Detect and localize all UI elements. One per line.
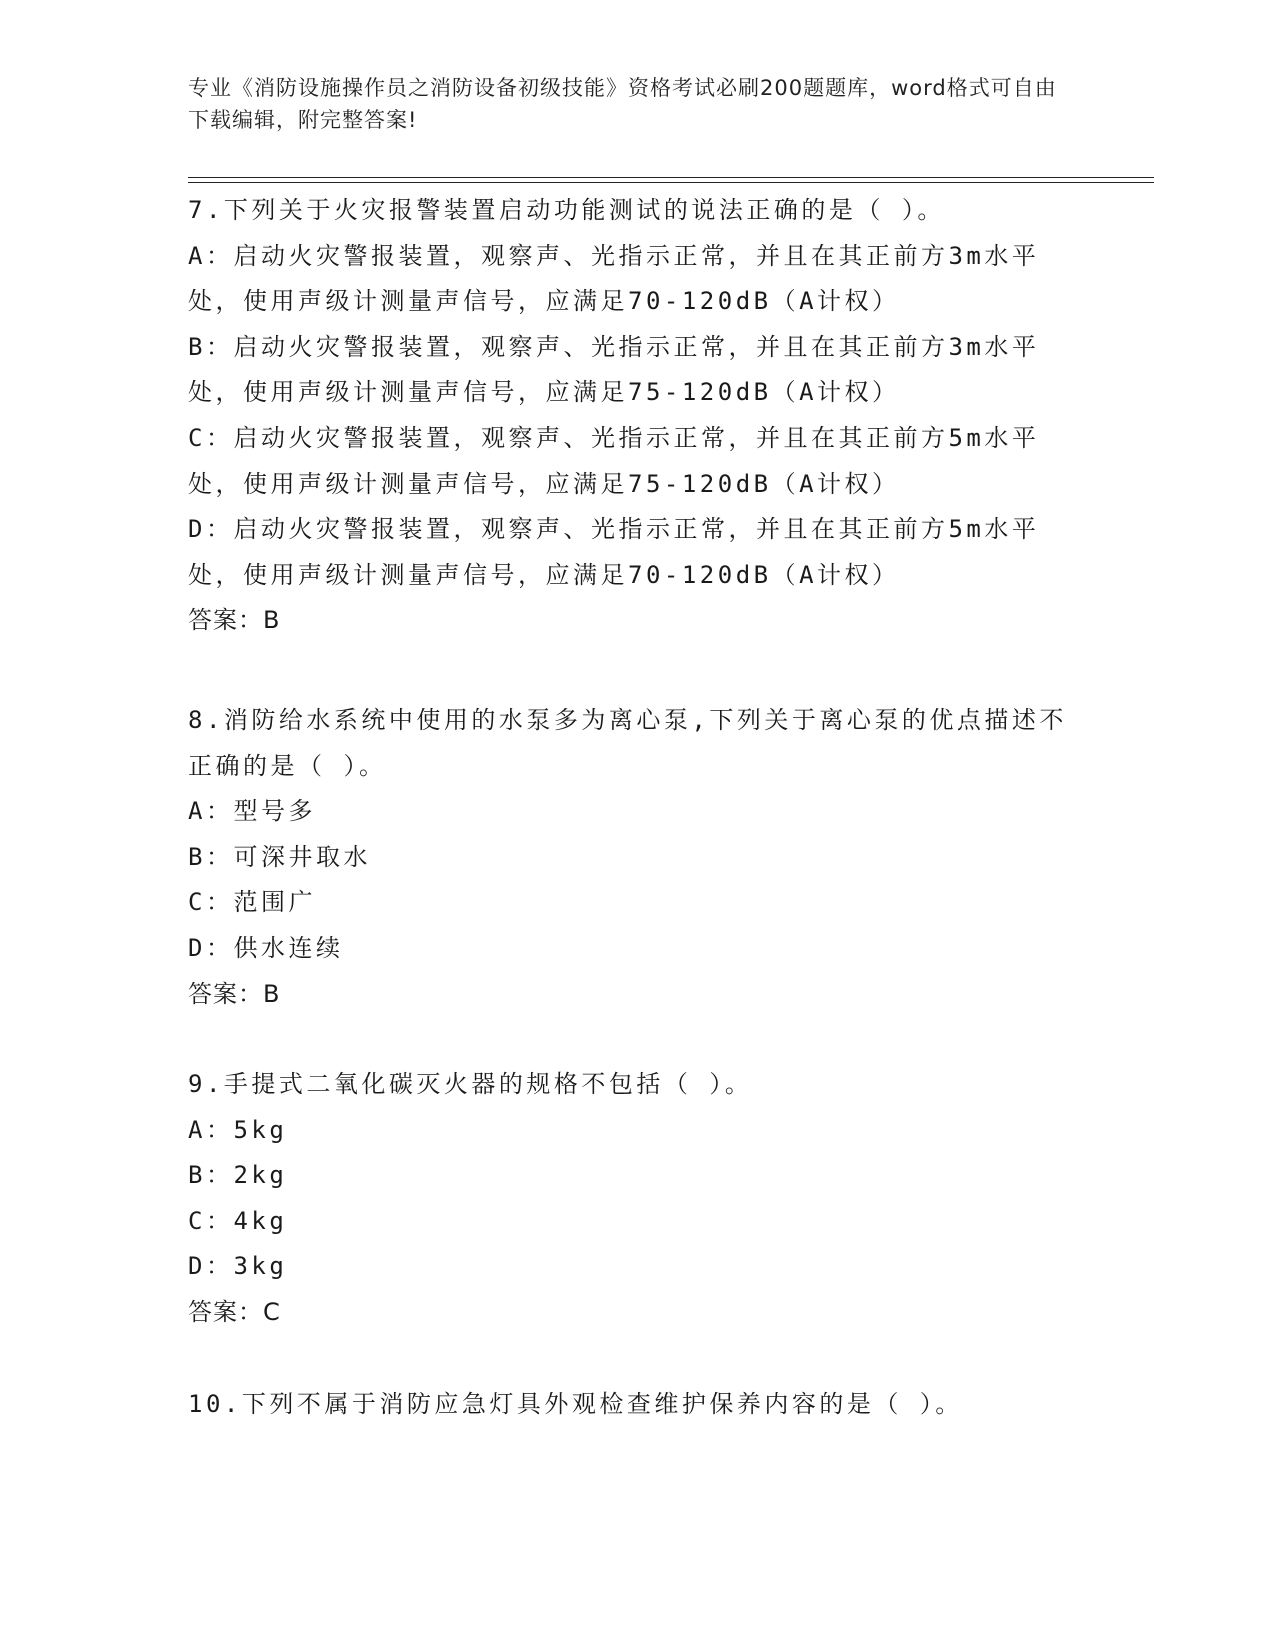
answer: 答案：B bbox=[188, 606, 281, 635]
option-a: A：型号多 bbox=[188, 797, 316, 826]
option-d: D：3kg bbox=[188, 1252, 288, 1281]
option-b: B：2kg bbox=[188, 1161, 288, 1190]
answer: 答案：B bbox=[188, 979, 281, 1008]
question-8 bbox=[188, 698, 1088, 1017]
option-a: A：5kg bbox=[188, 1115, 288, 1144]
header-rule-bottom bbox=[188, 182, 1154, 183]
option-b: B：启动火灾警报装置，观察声、光指示正常，并且在其正前方3m水平处，使用声级计测量声信号，应满足75-120dB（A计权） bbox=[188, 332, 1040, 407]
question-stem: 10.下列不属于消防应急灯具外观检查维护保养内容的是（ ）。 bbox=[188, 1390, 963, 1418]
question-stem: 8.消防给水系统中使用的水泵多为离心泵,下列关于离心泵的优点描述不正确的是（ ）。 bbox=[188, 706, 1067, 780]
option-c: C：启动火灾警报装置，观察声、光指示正常，并且在其正前方5m水平处，使用声级计测量声信号，应满足75-120dB（A计权） bbox=[188, 423, 1040, 498]
option-d: D：供水连续 bbox=[188, 933, 344, 962]
question-7 bbox=[188, 188, 1088, 644]
document-header: 专业《消防设施操作员之消防设备初级技能》资格考试必刷200题题库，word格式可自由下载编辑，附完整答案! bbox=[188, 76, 1057, 132]
option-a: A：启动火灾警报装置，观察声、光指示正常，并且在其正前方3m水平处，使用声级计测量声信号，应满足70-120dB（A计权） bbox=[188, 241, 1040, 316]
question-10 bbox=[188, 1382, 1088, 1428]
option-b: B：可深井取水 bbox=[188, 842, 371, 871]
header-rule-top bbox=[188, 177, 1154, 178]
answer: 答案：C bbox=[188, 1297, 281, 1326]
question-9 bbox=[188, 1062, 1088, 1336]
option-c: C：4kg bbox=[188, 1206, 288, 1235]
question-stem: 7.下列关于火灾报警装置启动功能测试的说法正确的是（ ）。 bbox=[188, 196, 945, 224]
option-c: C：范围广 bbox=[188, 888, 316, 917]
option-d: D：启动火灾警报装置，观察声、光指示正常，并且在其正前方5m水平处，使用声级计测量声信号，应满足70-120dB（A计权） bbox=[188, 515, 1040, 589]
question-stem: 9.手提式二氧化碳灭火器的规格不包括（ ）。 bbox=[188, 1070, 753, 1098]
